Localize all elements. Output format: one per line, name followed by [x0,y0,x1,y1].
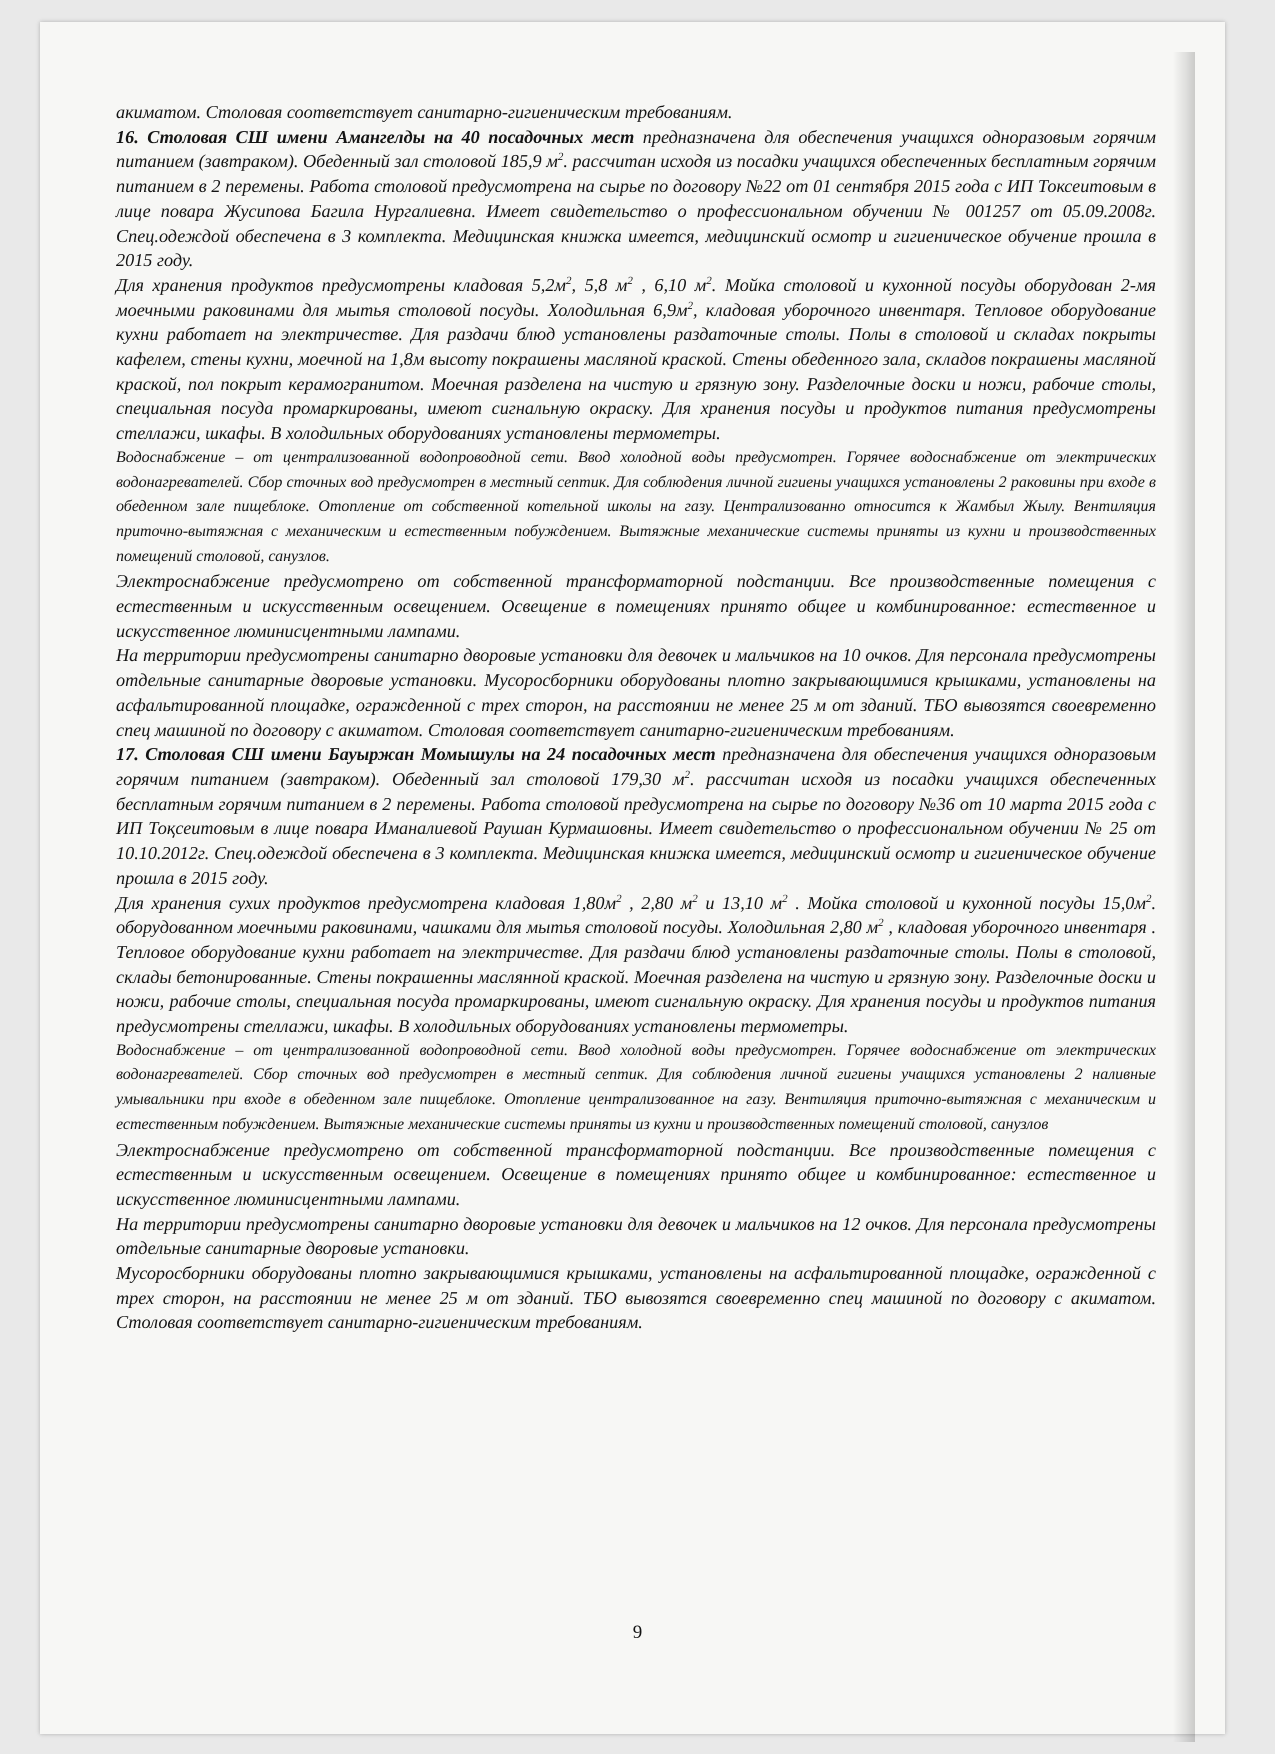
paragraph-text: Мусоросборники оборудованы плотно закрывающимися крышками, установлены на асфальтированной площадке, огражденной с трех сторон, на расстоянии не менее 25 м от зданий. ТБО вывозятся своевременно спец машиной по договору с акиматом. Столовая соответствует санитарно-гигиеническим требованиям. [116,1263,1156,1333]
paragraph-text: и 13,10 м [697,892,783,913]
superscript: 2 [1145,892,1152,905]
paragraph [116,1212,1156,1261]
paragraph-text: . Мойка столовой и кухонной посуды 15,0м [787,892,1146,913]
paragraph [116,1039,1156,1138]
superscript: 2 [627,274,633,287]
paragraph-text: Водоснабжение – от централизованной водопроводной сети. Ввод холодной воды предусмотрен. Горячее водоснабжение от электрических водонагревателей. Сбор сточных вод предусмотрен в местный септик. Для соблюдения личной гигиены учащихся установлены 2 наливные умывальники при входе в обеденном зале пищеблоке. Отопление централизованное на газу. Вентиляция приточно-вытяжная с механическим и естественным побуждением. Вытяжные механические системы приняты из кухни и производственных помещений столовой, санузлов [116,1041,1156,1133]
paragraph-text: , кладовая уборочного инвентаря. Тепловое оборудование кухни работает на электричестве. Для раздачи блюд установлены раздаточные столы. Полы в столовой и складах покрыты кафелем, стены кухни, моечной на 1,8м высоту покрашены масляной краской. Стены обеденного зала, складов покрашены масляной краской, пол покрыт керамогранитом. Моечная разделена на чистую и грязную зону. Разделочные доски и ножи, рабочие столы, специальная посуда промаркированы, имеют сигнальную окраску. Для хранения посуды и продуктов питания предусмотрены стеллажи, шкафы. В холодильных оборудованиях установлены термометры. [116,299,1156,444]
paragraph-text: . рассчитан исходя из посадки учащихся обеспеченных бесплатным горячим питанием в 2 перемены. Работа столовой предусмотрена на сырье по договору №36 от 10 марта 2015 года с ИП Тоқсеитовым в лице повара Иманалиевой Раушан Курмашовны. Имеет свидетельство о профессиональном обучении № 25 от 10.10.2012г. Спец.одеждой обеспечена в 3 комплекта. Медицинская книжка имеется, медицинский осмотр и гигиеническое обучение прошла в 2015 году. [116,768,1156,888]
paragraph [116,446,1156,570]
paragraph-text: , 2,80 м [621,892,693,913]
paragraph-text: . рассчитан исходя из посадки учащихся обеспеченных бесплатным горячим питанием в 2 перемены. Работа столовой предусмотрена на сырье по договору №22 от 01 сентября 2015 года с ИП Токсеитовым в лице повара Жусипова Багила Нургалиевна. Имеет свидетельство о профессиональном обучении № 001257 от 05.09.2008г. Спец.одеждой обеспечена в 3 комплекта. Медицинская книжка имеется, медицинский осмотр и гигиеническое обучение прошла в 2015 году. [116,151,1156,271]
paragraph-text: Для хранения продуктов предусмотрены кладовая 5,2м [116,274,567,295]
superscript: 2 [684,768,690,781]
paragraph-text: предназначена для обеспечения учащихся одноразовым горячим питанием (завтраком). Обеденный зал столовой 185,9 м [116,126,1157,172]
paragraph-text: , 5,8 м [571,274,628,295]
paragraph [116,891,1156,1039]
document-body [116,100,1156,1335]
paragraph-text: На территории предусмотрены санитарно дворовые установки для девочек и мальчиков на 12 очков. Для персонала предусмотрены отдельные санитарные дворовые установки. [116,1213,1156,1259]
paragraph [116,100,1156,125]
superscript: 2 [782,892,788,905]
paragraph-text: , кладовая уборочного инвентаря . Тепловое оборудование кухни работает на электричестве. Для раздачи блюд установлены раздаточные столы. Полы в столовой, склады бетонированные. Стены покрашенны маслянной краской. Моечная разделена на чистую и грязную зону. Разделочные доски и ножи, рабочие столы, специальная посуда промаркированы, имеют сигнальную окраску. Для хранения посуды и продуктов питания предусмотрены стеллажи, шкафы. В холодильных оборудованиях установлены термометры. [116,917,1156,1037]
paragraph [116,569,1156,643]
paragraph-text: Для хранения сухих продуктов предусмотрена кладовая 1,80м [116,892,617,913]
paragraph-text: На территории предусмотрены санитарно дворовые установки для девочек и мальчиков на 10 очков. Для персонала предусмотрены отдельные санитарные дворовые установки. Мусоросборники оборудованы плотно закрывающимися крышками, установлены на асфальтированной площадке, огражденной с трех сторон, на расстоянии не менее 25 м от зданий. ТБО вывозятся своевременно спец машиной по договору с акиматом. Столовая соответствует санитарно-гигиеническим требованиям. [116,645,1156,740]
paragraph-text: Водоснабжение – от централизованной водопроводной сети. Ввод холодной воды предусмотрен. Горячее водоснабжение от электрических водонагревателей. Сбор сточных вод предусмотрен в местный септик. Для соблюдения личной гигиены учащихся установлены 2 раковины при входе в обеденном зале пищеблоке. Отопление от собственной котельной школы на газу. Централизованно относится к Жамбыл Жылу. Вентиляция приточно-вытяжная с механическим и естественным побуждением. Вытяжные механические системы приняты из кухни и производственных помещений столовой, санузлов. [116,448,1156,565]
paragraph-text: акиматом. Столовая соответствует санитарно-гигиеническим требованиям. [116,102,733,122]
paragraph-text: Электроснабжение предусмотрено от собственной трансформаторной подстанции. Все производственные помещения с естественным и искусственным освещением. Освещение в помещениях принято общее и комбинированное: естественное и искусственное люминисцентными лампами. [116,571,1156,641]
paragraph-text: . оборудованном моечными раковинами, чашками для мытья столовой посуды. Холодильная 2,80 м [116,892,1156,938]
superscript: 2 [687,299,694,312]
superscript: 2 [557,151,564,164]
superscript: 2 [878,917,884,930]
paragraph [116,742,1156,890]
paragraph [116,643,1156,742]
superscript: 2 [692,892,698,905]
paragraph-text: предназначена для обеспечения учащихся одноразовым горячим питанием (завтраком). Обеденный зал столовой 179,30 м [116,744,1156,789]
paragraph [116,125,1156,273]
superscript: 2 [616,892,622,905]
superscript: 2 [706,274,712,287]
paragraph-text: . Мойка столовой и кухонной посуды оборудован 2-мя моечными раковинами для мытья столовой посуды. Холодильная 6,9м [116,274,1156,320]
paragraph [116,1261,1156,1335]
superscript: 2 [566,274,572,287]
paragraph-text: Электроснабжение предусмотрено от собственной трансформаторной подстанции. Все производственные помещения с естественным и искусственным освещением. Освещение в помещениях принято общее и комбинированное: естественное и искусственное люминисцентными лампами. [116,1139,1156,1209]
page-edge-shadow [1173,52,1195,1742]
paragraph-text: , 6,10 м [632,274,707,295]
paragraph [116,273,1156,446]
section-heading: 16. Столовая СШ имени Амангелды на 40 посадочных мест [116,126,635,147]
page-number: 9 [632,1622,643,1643]
paragraph [116,1138,1156,1212]
section-heading: 17. Столовая СШ имени Бауыржан Момышулы на 24 посадочных мест [116,744,716,765]
